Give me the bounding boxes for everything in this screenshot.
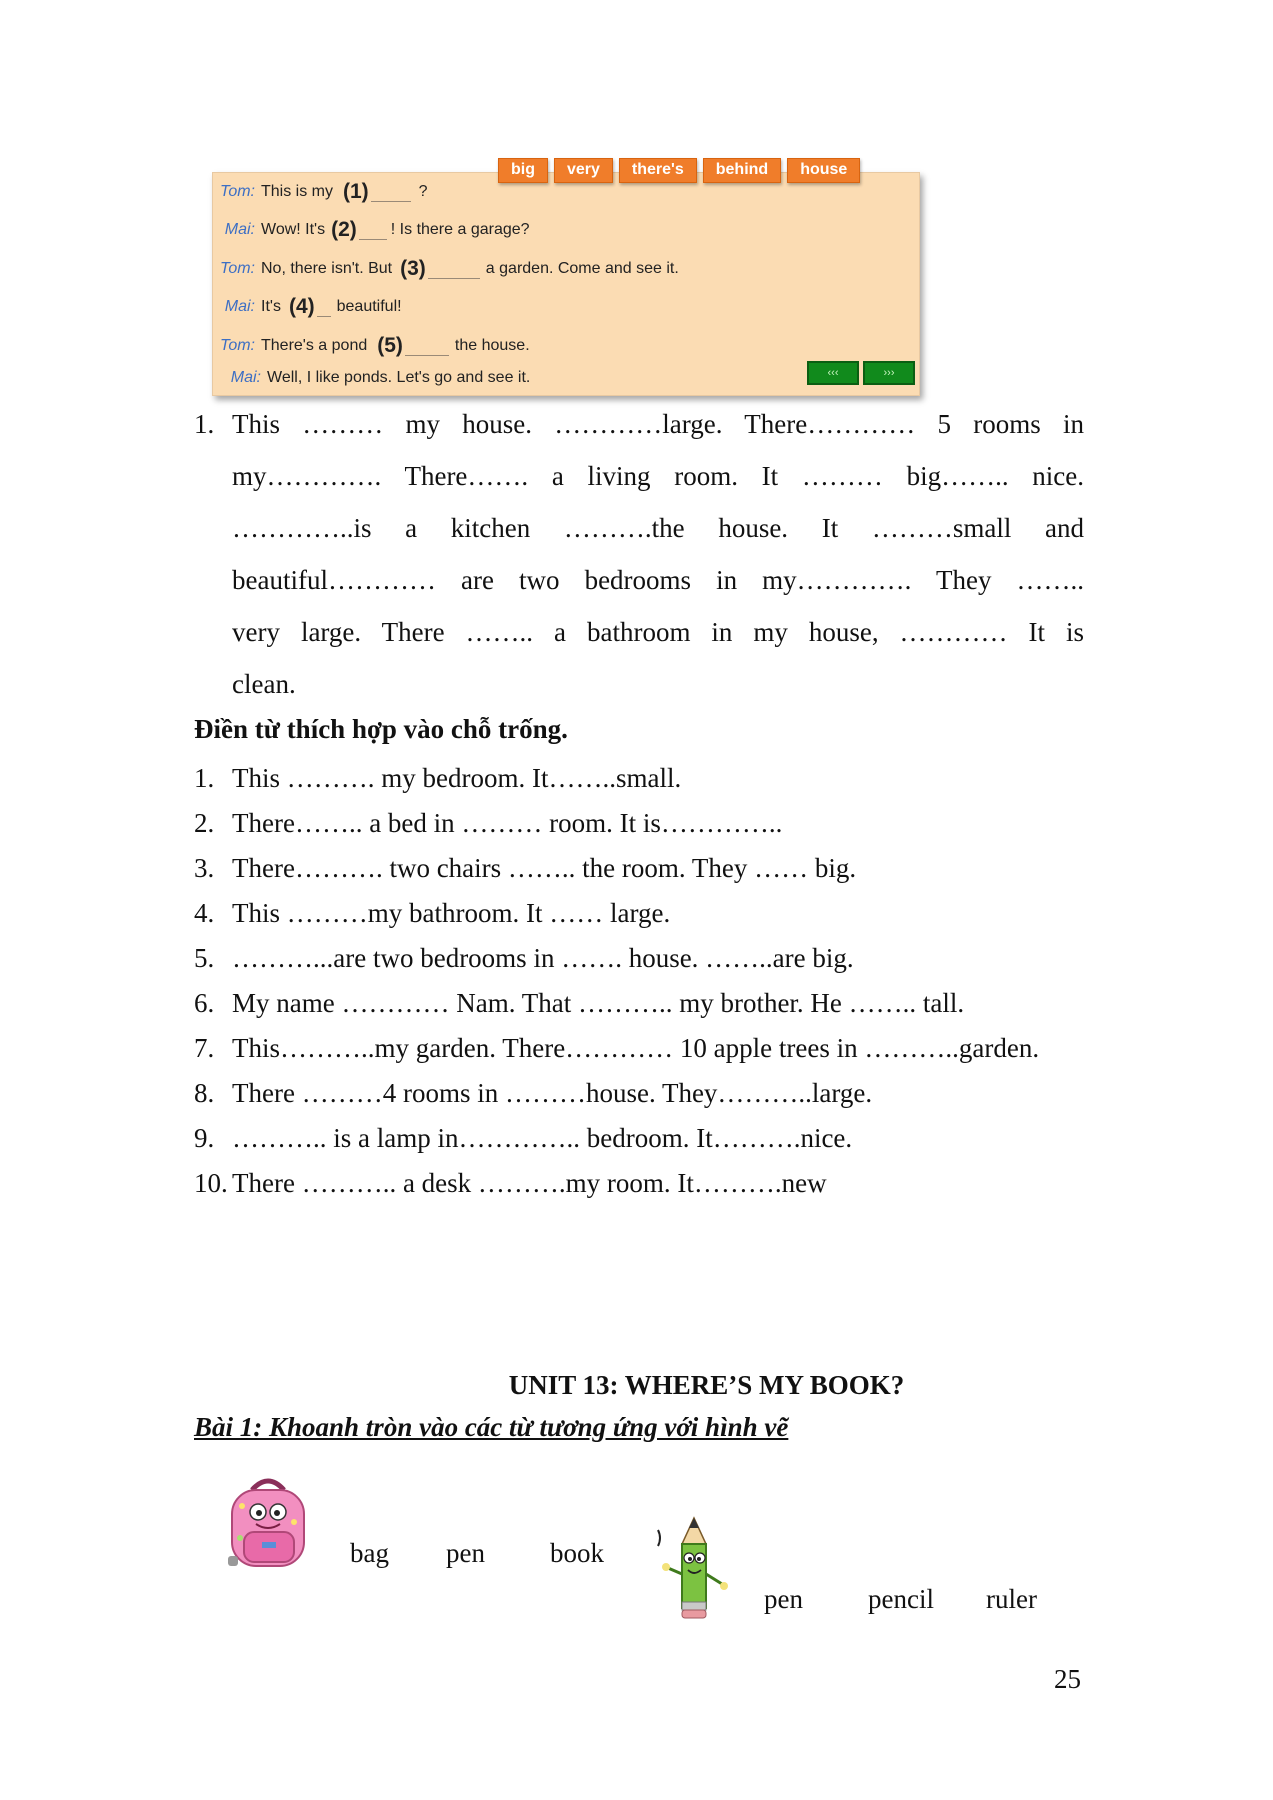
list-item	[194, 981, 1039, 1026]
item-number: 6.	[194, 988, 215, 1018]
exercise-list	[194, 756, 1039, 1206]
item-text: My name ………… Nam. That ……….. my brother. He …….. tall.	[232, 988, 965, 1018]
item-number: 4.	[194, 898, 215, 928]
list-item	[194, 801, 1039, 846]
blank-number: (3)	[400, 257, 426, 280]
line-before: No, there isn't. But	[261, 260, 393, 277]
blank-number: (1)	[343, 180, 369, 203]
item-text: This………..my garden. There………… 10 apple trees in ………..garden.	[232, 1033, 1040, 1063]
unit-title	[0, 1370, 1273, 1401]
paragraph-exercise	[194, 398, 1084, 710]
item-number: 7.	[194, 1033, 215, 1063]
list-item	[194, 891, 1039, 936]
blank-number: (4)	[288, 295, 315, 318]
option-ruler[interactable]: ruler	[986, 1584, 1037, 1614]
speaker: Tom:	[220, 183, 255, 200]
item-text: There………. two chairs …….. the room. They …… big.	[232, 853, 857, 883]
unit-title-text: UNIT 13: WHERE’S MY BOOK?	[508, 1370, 905, 1400]
speaker: Mai:	[230, 369, 261, 386]
blank-number: (5)	[377, 334, 403, 357]
list-item	[194, 846, 1039, 891]
line-before: Wow! It's	[261, 221, 326, 238]
line-before: There's a pond	[261, 337, 368, 354]
line-before: It's	[261, 298, 281, 315]
list-item	[194, 1161, 1039, 1206]
line-before: This is my	[261, 183, 333, 200]
speaker: Mai:	[224, 221, 255, 238]
word-chip-theres[interactable]: there's	[619, 158, 697, 183]
blank-line[interactable]	[405, 337, 449, 356]
speaker: Mai:	[224, 298, 255, 315]
option-pencil[interactable]: pencil	[868, 1584, 934, 1614]
item-text: There…….. a bed in ……… room. It is…………..	[232, 808, 783, 838]
word-chip-very[interactable]: very	[554, 158, 613, 183]
item-text: This ………my bathroom. It …… large.	[232, 898, 671, 928]
line-after: the house.	[454, 337, 530, 354]
speaker: Tom:	[220, 337, 255, 354]
option-bag[interactable]: bag	[350, 1538, 389, 1568]
blank-line[interactable]	[371, 183, 411, 202]
dialog-box	[212, 172, 920, 396]
line-after: beautiful!	[336, 298, 402, 315]
line-after: a garden. Come and see it.	[485, 260, 679, 277]
word-chip-big[interactable]: big	[498, 158, 548, 183]
list-item	[194, 936, 1039, 981]
item-number: 8.	[194, 1078, 215, 1108]
item-text: There ……….. a desk ……….my room. It……….new	[232, 1168, 827, 1198]
dialog-line-1	[213, 177, 428, 207]
page-number: 25	[1054, 1664, 1081, 1694]
item-text: ………...are two bedrooms in ……. house. ……..are big.	[232, 943, 854, 973]
dialog-line-2	[213, 215, 530, 245]
dialog-line-3	[213, 254, 679, 284]
blank-line[interactable]	[317, 298, 331, 317]
option-book[interactable]: book	[550, 1538, 604, 1568]
line-after: ! Is there a garage?	[390, 221, 530, 238]
item-text: This ………. my bedroom. It……..small.	[232, 763, 682, 793]
dialog-line-5	[213, 331, 530, 361]
blank-line[interactable]	[359, 221, 387, 240]
list-item	[194, 1026, 1039, 1071]
item-number: 10.	[194, 1168, 228, 1198]
word-bank	[498, 158, 860, 183]
paragraph-line: beautiful………… are two bedrooms in my…………. They ……..	[232, 565, 1084, 595]
line-before: Well, I like ponds. Let's go and see it.	[267, 369, 531, 386]
option-pen[interactable]: pen	[446, 1538, 485, 1568]
paragraph-line: my…………. There……. a living room. It ……… big…….. nice.	[232, 461, 1084, 491]
item-number: 9.	[194, 1123, 215, 1153]
speaker: Tom:	[220, 260, 255, 277]
dialog-line-6	[219, 363, 530, 393]
paragraph-line: …………..is a kitchen ……….the house. It ………small and	[232, 513, 1084, 543]
item-number: 5.	[194, 943, 215, 973]
prev-button[interactable]: ‹‹‹	[807, 361, 859, 385]
pencil-image	[654, 1514, 734, 1624]
item-number: 3.	[194, 853, 215, 883]
paragraph-line	[194, 398, 1084, 450]
paragraph-number: 1.	[194, 409, 215, 439]
line-after: ?	[418, 183, 428, 200]
list-item	[194, 1116, 1039, 1161]
word-chip-behind[interactable]: behind	[703, 158, 781, 183]
paragraph-line: clean.	[232, 669, 296, 699]
word-chip-house[interactable]: house	[787, 158, 860, 183]
next-button[interactable]: ›››	[863, 361, 915, 385]
paragraph-text: This ……… my house. …………large. There………… 5 rooms in	[232, 409, 1084, 439]
item-text: ……….. is a lamp in………….. bedroom. It……….nice.	[232, 1123, 853, 1153]
exercise-instruction: Bài 1: Khoanh tròn vào các từ tương ứng với hình vẽ	[194, 1412, 789, 1442]
blank-line[interactable]	[428, 260, 480, 279]
section-heading: Điền từ thích hợp vào chỗ trống.	[194, 714, 568, 744]
item-number: 1.	[194, 763, 215, 793]
item-number: 2.	[194, 808, 215, 838]
option-pen-2[interactable]: pen	[764, 1584, 803, 1614]
paragraph-line: very large. There …….. a bathroom in my house, ………… It is	[232, 617, 1084, 647]
dialog-line-4	[213, 292, 402, 322]
list-item	[194, 1071, 1039, 1116]
list-item	[194, 756, 1039, 801]
backpack-image	[222, 1476, 314, 1572]
item-text: There ………4 rooms in ………house. They………..large.	[232, 1078, 873, 1108]
blank-number: (2)	[331, 218, 357, 241]
